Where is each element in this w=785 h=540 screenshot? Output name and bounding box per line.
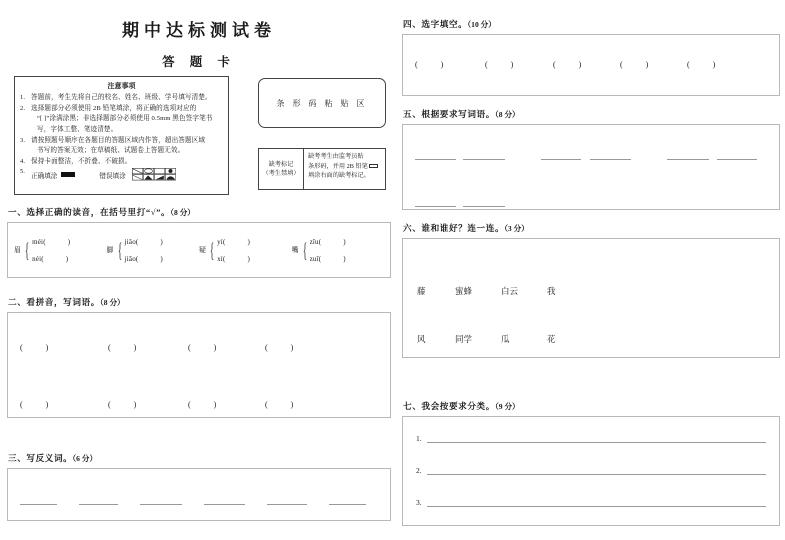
match-word[interactable]: 风 xyxy=(417,334,426,344)
pinyin-option-close: ) xyxy=(160,254,163,263)
section-3-answer-area[interactable] xyxy=(7,468,391,521)
right-column xyxy=(402,0,780,540)
section-7-title-text: 七、我会按要求分类。 xyxy=(403,401,495,411)
section-2-points: （8 分） xyxy=(99,298,125,307)
section-7-title xyxy=(403,400,780,412)
pinyin-option[interactable] xyxy=(217,255,250,263)
word-blank[interactable] xyxy=(415,152,456,160)
fill-marking-row xyxy=(20,168,223,181)
pinyin-options xyxy=(32,238,70,263)
pinyin-option-text: jiǎo( xyxy=(124,237,139,246)
section-1-title xyxy=(8,206,391,218)
section-1-answer-area[interactable] xyxy=(7,222,391,278)
section-7-answer-area[interactable] xyxy=(402,416,780,526)
answer-line-blank[interactable] xyxy=(427,498,766,507)
notice-box xyxy=(14,76,229,195)
answer-paren-cell[interactable] xyxy=(485,60,553,69)
barcode-paste-area xyxy=(258,78,386,128)
notice-item-number: 4. xyxy=(20,157,26,165)
wrong-fill-label: 错误填涂 xyxy=(99,172,126,180)
paren-close: ) xyxy=(510,60,514,69)
paren-close: ) xyxy=(578,60,582,69)
section-6-points: （3 分） xyxy=(504,224,529,233)
pinyin-option-close: ) xyxy=(160,237,163,246)
paren-close: ) xyxy=(440,60,444,69)
match-word[interactable]: 我 xyxy=(547,286,556,296)
match-row-bottom xyxy=(417,333,556,345)
answer-paren-cell[interactable] xyxy=(265,343,293,352)
answer-paren-cell[interactable] xyxy=(620,60,687,69)
section-2-title xyxy=(8,296,391,308)
section-6-answer-area[interactable] xyxy=(402,238,780,358)
section-7-points: （9 分） xyxy=(494,402,520,411)
pinyin-option[interactable] xyxy=(32,238,70,246)
paren-open: ( xyxy=(415,60,418,69)
pinyin-character: 眉 xyxy=(14,246,21,254)
notice-item-number: 1. xyxy=(20,94,26,101)
match-word[interactable]: 白云 xyxy=(501,286,519,296)
answer-paren-cell[interactable] xyxy=(553,60,620,69)
pinyin-option[interactable] xyxy=(310,238,346,246)
paren-close: ) xyxy=(133,343,137,352)
section-5-title xyxy=(403,108,780,120)
section-5 xyxy=(402,108,780,210)
paren-open: ( xyxy=(188,400,191,409)
antonym-blank[interactable] xyxy=(204,497,245,505)
section-4 xyxy=(402,18,780,96)
word-blank-row xyxy=(415,152,757,160)
word-blank[interactable] xyxy=(541,152,581,160)
section-3 xyxy=(7,452,391,521)
section-1 xyxy=(7,206,391,278)
match-word[interactable]: 蜜蜂 xyxy=(455,286,473,296)
section-1-points: （8 分） xyxy=(170,208,195,217)
absent-fill-bubble[interactable] xyxy=(369,164,378,169)
absent-instruction-line-1: 缺考考生由监考员贴 xyxy=(308,153,364,160)
section-3-title-text: 三、写反义词。 xyxy=(8,453,73,463)
fill-marking-number: 5. xyxy=(20,168,25,176)
section-2-answer-area[interactable] xyxy=(7,312,391,418)
section-2 xyxy=(7,296,391,418)
section-5-title-text: 五、根据要求写词语。 xyxy=(403,109,495,119)
paren-close: ) xyxy=(213,400,217,409)
answer-line-blank[interactable] xyxy=(427,434,766,443)
section-7 xyxy=(402,400,780,526)
section-5-points: （8 分） xyxy=(494,110,520,119)
notice-item-number: 2. xyxy=(20,104,26,112)
pinyin-option-text: jiāo( xyxy=(124,254,139,263)
section-3-points: （6 分） xyxy=(72,454,98,463)
match-word[interactable]: 藤 xyxy=(417,286,426,296)
notice-item-subtext: 书写的答案无效；在草稿纸、试题卷上答题无效。 xyxy=(37,147,185,155)
antonym-blank[interactable] xyxy=(329,497,366,505)
answer-paren-cell[interactable] xyxy=(415,60,485,69)
pinyin-option-text: zǐu( xyxy=(309,237,322,246)
numbered-answer-line xyxy=(416,466,766,475)
pinyin-item: 疑 { yí( ) xí( ) xyxy=(199,237,250,263)
section-1-title-text: 一、选择正确的读音，在括号里打“√”。 xyxy=(8,207,171,217)
section-4-title xyxy=(403,18,780,30)
section-5-answer-area[interactable] xyxy=(402,124,780,210)
antonym-blank-row xyxy=(20,497,366,505)
notice-item xyxy=(20,157,223,167)
paren-open: ( xyxy=(265,400,268,409)
paren-open: ( xyxy=(620,60,623,69)
line-number: 2. xyxy=(416,466,422,475)
pinyin-option-text: néi( xyxy=(32,254,44,263)
antonym-blank[interactable] xyxy=(267,497,307,505)
paren-close: ) xyxy=(712,60,716,69)
answer-paren-cell[interactable] xyxy=(108,343,188,352)
absent-marking-instruction-cell xyxy=(304,149,385,189)
answer-paren-cell[interactable] xyxy=(108,400,188,409)
pinyin-character: 脚 xyxy=(106,246,114,254)
paren-close: ) xyxy=(290,343,294,352)
antonym-blank[interactable] xyxy=(140,497,182,505)
word-blank[interactable] xyxy=(415,199,456,207)
notice-item xyxy=(20,104,223,135)
pinyin-option-close: ) xyxy=(247,237,250,246)
paren-row xyxy=(415,60,765,69)
section-6 xyxy=(402,222,780,358)
word-blank[interactable] xyxy=(667,152,709,160)
match-word[interactable]: 瓜 xyxy=(501,334,510,344)
match-word[interactable]: 花 xyxy=(547,334,556,344)
paren-row xyxy=(20,400,370,409)
antonym-blank[interactable] xyxy=(79,497,118,505)
word-blank[interactable] xyxy=(463,199,505,207)
section-6-title-text: 六、谁和谁好？连一连。 xyxy=(403,223,505,233)
section-6-title xyxy=(403,222,780,234)
paren-open: ( xyxy=(553,60,556,69)
section-2-title-text: 二、看拼音，写词语。 xyxy=(8,297,100,307)
absent-marking-label: 缺考标记 xyxy=(268,161,294,168)
absent-marking-label-cell xyxy=(259,149,304,189)
section-4-title-text: 四、选字填空。 xyxy=(403,19,468,29)
pinyin-option-close: ) xyxy=(343,254,346,263)
paren-open: ( xyxy=(687,60,690,69)
notice-item-number: 3. xyxy=(20,136,26,144)
pinyin-item: 眉 { méi( ) néi( ) xyxy=(14,237,71,263)
pinyin-option-text: yí( xyxy=(217,237,226,246)
pinyin-option-close: ) xyxy=(343,237,346,246)
paren-close: ) xyxy=(645,60,649,69)
word-blank[interactable] xyxy=(590,152,631,160)
pinyin-option-close: ) xyxy=(67,237,71,246)
answer-paren-cell[interactable] xyxy=(20,343,108,352)
notice-list xyxy=(20,93,223,167)
pinyin-item: 脚 { jiǎo( ) jiāo( ) xyxy=(106,237,163,263)
pinyin-option[interactable] xyxy=(217,238,250,246)
absent-instruction-line-2: 条形码，并用 2B 铅笔 xyxy=(308,162,368,170)
answer-line-blank[interactable] xyxy=(427,466,766,475)
paren-close: ) xyxy=(45,400,49,409)
pinyin-option[interactable] xyxy=(125,238,163,246)
word-blank[interactable] xyxy=(463,152,505,160)
word-blank-row xyxy=(415,199,505,207)
notice-heading: 注意事项 xyxy=(107,82,136,90)
section-4-points: （10 分） xyxy=(467,20,496,29)
notice-item-text: 选择题部分必须使用 2B 铅笔填涂，将正确的选项对应的 xyxy=(31,104,197,112)
pinyin-item: 嘴 { zǐu( ) zuǐ( ) xyxy=(291,237,346,263)
notice-item xyxy=(20,93,223,103)
barcode-paste-label: 条 形 码 粘 贴 区 xyxy=(276,98,368,108)
answer-paren-cell[interactable] xyxy=(20,400,108,409)
absent-marking-sublabel: （考生禁填） xyxy=(262,170,300,177)
numbered-answer-line xyxy=(416,498,766,507)
paren-open: ( xyxy=(108,400,111,409)
paren-open: ( xyxy=(108,343,111,352)
notice-item-text: 保持卡面整洁，不折叠、不破损。 xyxy=(31,157,132,165)
answer-paren-cell[interactable] xyxy=(687,60,715,69)
notice-item-subtext: “[ ]”涂满涂黑；非选择题部分必须使用 0.5mm 黑色签字笔书写，字体工整、笔迹清楚。 xyxy=(37,115,213,133)
paren-close: ) xyxy=(213,343,217,352)
notice-item-text: 请按照题号顺序在各题目的答题区域内作答，超出答题区域 xyxy=(31,136,206,144)
pinyin-option[interactable] xyxy=(125,255,163,263)
absent-instruction-line-3: 填涂右面的缺考标记。 xyxy=(308,172,370,179)
match-word[interactable]: 同学 xyxy=(455,334,473,344)
correct-fill-sample-icon xyxy=(61,172,75,177)
paren-close: ) xyxy=(290,400,294,409)
absent-marking-box xyxy=(258,148,386,190)
numbered-answer-line xyxy=(416,434,766,443)
answer-sheet-title: 答 题 卡 xyxy=(162,55,236,69)
pinyin-options xyxy=(217,238,250,263)
pinyin-options xyxy=(125,238,163,263)
pinyin-character: 疑 xyxy=(199,246,206,254)
match-row-top xyxy=(417,285,556,297)
correct-fill-label: 正确填涂 xyxy=(31,172,58,180)
answer-paren-cell[interactable] xyxy=(188,343,265,352)
pinyin-option-close: ) xyxy=(247,254,250,263)
notice-item-text: 答题前，考生先将自己的校名、姓名、班级、学号填写清楚。 xyxy=(31,94,212,101)
wrong-fill-samples-icon xyxy=(132,168,176,181)
pinyin-options xyxy=(310,238,346,263)
left-column xyxy=(6,0,392,540)
paren-open: ( xyxy=(265,343,268,352)
answer-paren-cell[interactable] xyxy=(188,400,265,409)
pinyin-option-text: xí( xyxy=(217,254,226,263)
paren-open: ( xyxy=(20,343,23,352)
pinyin-option[interactable] xyxy=(310,255,346,263)
paren-close: ) xyxy=(133,400,137,409)
absent-instruction-line-2-wrap xyxy=(308,162,382,172)
paren-row xyxy=(20,343,370,352)
paren-open: ( xyxy=(188,343,191,352)
notice-item xyxy=(20,136,223,157)
pinyin-option-text: zuǐ( xyxy=(309,254,322,263)
paren-close: ) xyxy=(45,343,49,352)
word-blank[interactable] xyxy=(717,152,757,160)
section-4-answer-area[interactable] xyxy=(402,34,780,96)
pinyin-character: 嘴 xyxy=(291,246,299,254)
section-3-title xyxy=(8,452,391,464)
paren-open: ( xyxy=(485,60,488,69)
pinyin-option[interactable] xyxy=(32,255,70,263)
line-number: 3. xyxy=(416,498,422,507)
paren-open: ( xyxy=(20,400,23,409)
pinyin-row xyxy=(8,223,390,277)
pinyin-option-text: méi( xyxy=(32,237,46,246)
antonym-blank[interactable] xyxy=(20,497,57,505)
answer-paren-cell[interactable] xyxy=(265,400,293,409)
line-number: 1. xyxy=(416,434,422,443)
exam-title: 期中达标测试卷 xyxy=(122,21,276,40)
pinyin-option-close: ) xyxy=(65,254,69,263)
